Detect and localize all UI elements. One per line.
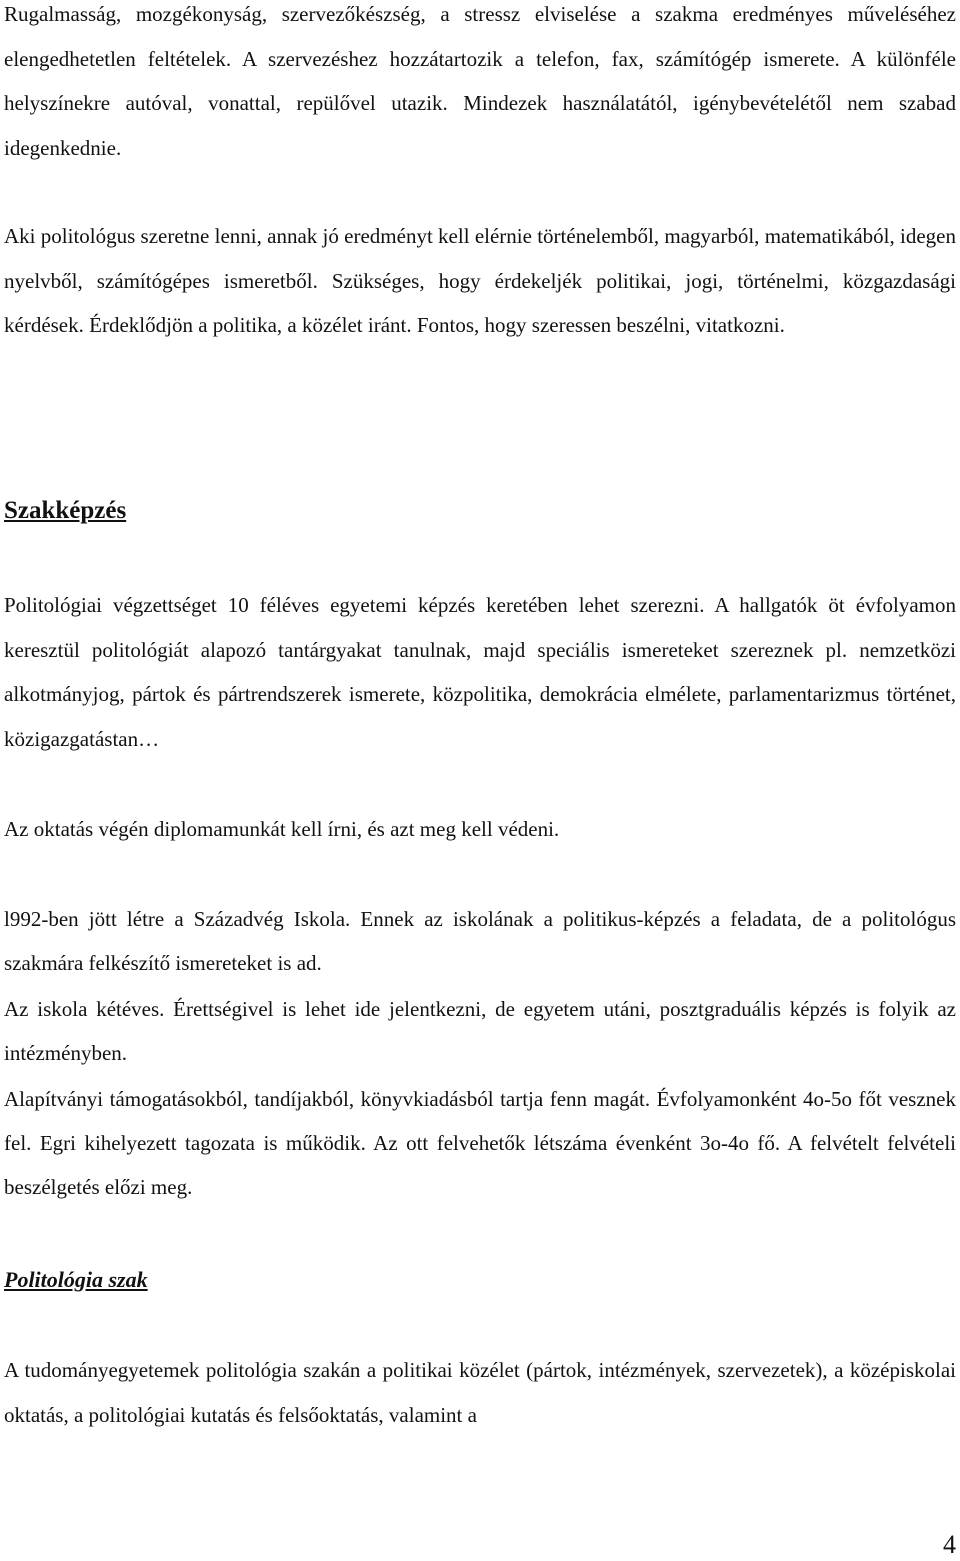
paragraph-school-duration: Az iskola kétéves. Érettségivel is lehet ide jelentkezni, de egyetem utáni, posztgraduális képzés is folyik az intézményben. — [4, 997, 956, 1065]
paragraph-requirements: Rugalmasság, mozgékonyság, szervezőkészség, a stressz elviselése a szakma eredményes műveléséhez elengedhetetlen feltételek. A szervezéshez hozzátartozik a telefon, fax, számítógép ismerete. A különféle helyszínekre autóval, vonattal, repülővel utazik. Mindezek használatától, igénybevételétől nem szabad idegenkednie. — [4, 2, 956, 160]
paragraph-aspiring-politologist: Aki politológus szeretne lenni, annak jó eredményt kell elérnie történelemből, magyarból, matematikából, idegen nyelvből, számítógépes ismeretből. Szükséges, hogy érdekeljék politikai, jogi, történelmi, közgazdasági kérdések. Érdeklődjön a politika, a közélet iránt. Fontos, hogy szeressen beszélni, vitatkozni. — [4, 224, 956, 337]
paragraph-szazadveg-school: l992-ben jött létre a Századvég Iskola. Ennek az iskolának a politikus-képzés a feladata, de a politológus szakmára felkészítő ismereteket is ad. — [4, 907, 956, 975]
paragraph-school-funding: Alapítványi támogatásokból, tandíjakból, könyvkiadásból tartja fenn magát. Évfolyamonként 4o-5o főt vesznek fel. Egri kihelyezett tagozata is működik. Az ott felvehetők létszáma évenként 3o-4o fő. A felvételt felvételi beszélgetés előzi meg. — [4, 1087, 956, 1199]
paragraph-university-major: A tudományegyetemek politológia szakán a politikai közélet (pártok, intézmények, szervezetek), a középiskolai oktatás, a politológiai kutatás és felsőoktatás, valamint a — [4, 1358, 956, 1427]
paragraph-training: Politológiai végzettséget 10 féléves egyetemi képzés keretében lehet szerezni. A hallgatók öt évfolyamon keresztül politológiát alapozó tantárgyakat tanulnak, majd speciális ismereteket szereznek pl. nemzetközi alkotmányjog, pártok és pártrendszerek ismerete, közpolitika, demokrácia elmélete, parlamentarizmus történet, közigazgatástan… — [4, 593, 956, 751]
heading-politologia-szak: Politológia szak — [4, 1267, 148, 1292]
heading-szakkepzes: Szakképzés — [4, 497, 127, 524]
paragraph-thesis: Az oktatás végén diplomamunkát kell írni, és azt meg kell védeni. — [4, 817, 560, 841]
page-number: 4 — [943, 1530, 956, 1559]
